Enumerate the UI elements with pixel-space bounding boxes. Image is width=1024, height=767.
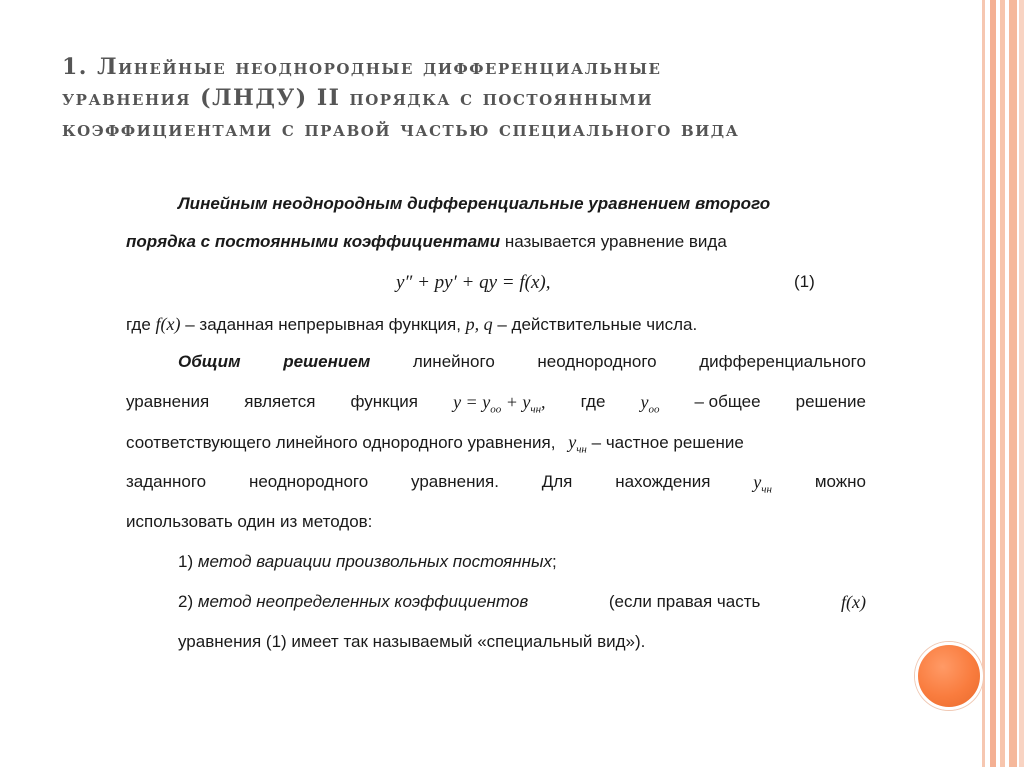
- method-label: 2) метод неопределенных коэффициентов: [178, 592, 529, 611]
- math: $y_{чн}$: [753, 472, 772, 496]
- equation-number: (1): [794, 272, 815, 291]
- term-text: Общим: [178, 352, 241, 371]
- text: Для: [541, 472, 573, 491]
- text: уравнения (1) имеет так называемый «специальный вид»).: [178, 632, 646, 651]
- title-line: 1. Линейные неоднородные дифференциальные: [62, 54, 662, 80]
- title-line: коэффициентами с правой частью специального вида: [62, 116, 740, 142]
- math: f(x): [841, 592, 866, 612]
- method-text: метод неопределенных коэффициентов: [197, 592, 529, 611]
- slide-title: [62, 52, 962, 145]
- text: можно: [814, 472, 866, 491]
- title-line: уравнения (ЛНДУ) II порядка с постоянными: [62, 85, 654, 111]
- decor-stripe: [1019, 0, 1024, 767]
- text: дифференциального: [699, 352, 866, 371]
- text: решение: [795, 392, 866, 411]
- decor-stripe: [1009, 0, 1017, 767]
- text: (если правая часть: [608, 592, 761, 611]
- equation: y″ + py′ + qy = f(x),: [396, 272, 551, 293]
- list-item: [178, 592, 866, 613]
- text: где: [126, 315, 156, 334]
- decor-stripe: [990, 0, 996, 767]
- text: – частное решение: [591, 433, 744, 452]
- text-line: [126, 472, 866, 496]
- text: нахождения: [615, 472, 711, 491]
- text-line: [126, 392, 866, 416]
- text: где: [580, 392, 606, 411]
- text-line: [126, 432, 866, 456]
- text: – действительные числа.: [492, 315, 698, 334]
- text: уравнения: [126, 392, 210, 411]
- method-text: метод вариации произвольных постоянных: [197, 552, 552, 571]
- text: неоднородного: [537, 352, 657, 371]
- math: $y_{оо}$: [640, 392, 660, 416]
- text: уравнения.: [411, 472, 499, 491]
- math: $y_{чн}$: [568, 432, 587, 456]
- term-text: Линейным неоднородным дифференциальные уравнением второго: [178, 194, 771, 213]
- text: использовать один из методов:: [126, 512, 373, 531]
- text-line: [178, 194, 866, 214]
- list-item: 1) метод вариации произвольных постоянных;: [178, 552, 557, 571]
- text: неоднородного: [248, 472, 369, 491]
- text-line: [126, 232, 866, 252]
- term-text: порядка с постоянными коэффициентами: [126, 232, 501, 251]
- text: линейного: [412, 352, 495, 371]
- term-text: решением: [283, 352, 371, 371]
- text-line: [126, 512, 866, 532]
- decor-stripe: [1000, 0, 1005, 767]
- text: функция: [350, 392, 419, 411]
- math: p, q: [465, 314, 493, 334]
- text-line: [126, 314, 866, 335]
- text-line: [178, 352, 866, 372]
- text: соответствующего линейного однородного уравнения,: [126, 433, 556, 452]
- text: называется уравнение вида: [500, 232, 727, 251]
- formula: $y = y_{оо} + y_{чн}$,: [453, 392, 546, 416]
- text: – заданная непрерывная функция,: [180, 315, 466, 334]
- math: f(x): [155, 314, 181, 334]
- text: – общее: [694, 392, 761, 411]
- text: заданного: [126, 472, 207, 491]
- decor-stripe: [982, 0, 985, 767]
- text: является: [244, 392, 316, 411]
- text-line: [178, 632, 866, 652]
- list-number: 1): [178, 552, 198, 571]
- decor-circle: [915, 642, 983, 710]
